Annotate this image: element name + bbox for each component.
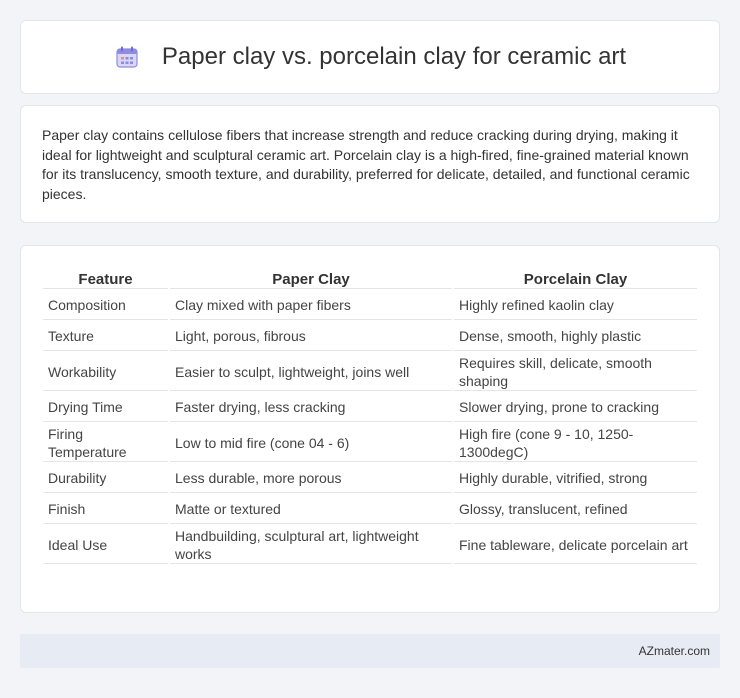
paper-clay-cell: Faster drying, less cracking [170, 393, 452, 422]
porcelain-clay-cell: Dense, smooth, highly plastic [454, 322, 697, 351]
table-row [43, 495, 697, 524]
column-header-porcelain-clay: Porcelain Clay [454, 267, 697, 289]
paper-clay-cell: Low to mid fire (cone 04 - 6) [170, 424, 452, 462]
porcelain-clay-cell: Highly refined kaolin clay [454, 291, 697, 320]
comparison-card [20, 245, 720, 613]
table-row [43, 322, 697, 351]
porcelain-clay-cell: Highly durable, vitrified, strong [454, 464, 697, 493]
table-row [43, 393, 697, 422]
feature-cell: Durability [43, 464, 168, 493]
porcelain-clay-cell: Slower drying, prone to cracking [454, 393, 697, 422]
page-title: Paper clay vs. porcelain clay for ceramic art [161, 43, 627, 70]
table-row [43, 526, 697, 564]
paper-clay-cell: Easier to sculpt, lightweight, joins well [170, 353, 452, 391]
feature-cell: Workability [43, 353, 168, 391]
paper-clay-cell: Less durable, more porous [170, 464, 452, 493]
table-row [43, 353, 697, 391]
calendar-icon [114, 44, 140, 70]
porcelain-clay-cell: High fire (cone 9 - 10, 1250-1300degC) [454, 424, 697, 462]
feature-cell: Firing Temperature [43, 424, 168, 462]
feature-cell: Composition [43, 291, 168, 320]
feature-cell: Finish [43, 495, 168, 524]
porcelain-clay-cell: Requires skill, delicate, smooth shaping [454, 353, 697, 391]
feature-cell: Ideal Use [43, 526, 168, 564]
porcelain-clay-cell: Glossy, translucent, refined [454, 495, 697, 524]
paper-clay-cell: Matte or textured [170, 495, 452, 524]
footer-brand: AZmater.com [638, 644, 710, 658]
table-row [43, 291, 697, 320]
footer-bar [20, 634, 720, 668]
paper-clay-cell: Clay mixed with paper fibers [170, 291, 452, 320]
table-row [43, 464, 697, 493]
intro-card [20, 105, 720, 223]
paper-clay-cell: Light, porous, fibrous [170, 322, 452, 351]
porcelain-clay-cell: Fine tableware, delicate porcelain art [454, 526, 697, 564]
column-header-paper-clay: Paper Clay [170, 267, 452, 289]
table-row [43, 424, 697, 462]
paper-clay-cell: Handbuilding, sculptural art, lightweight works [170, 526, 452, 564]
feature-cell: Drying Time [43, 393, 168, 422]
comparison-table [41, 265, 699, 566]
column-header-feature: Feature [43, 267, 168, 289]
feature-cell: Texture [43, 322, 168, 351]
table-header-row [43, 267, 697, 289]
intro-text: Paper clay contains cellulose fibers that increase strength and reduce cracking during drying, making it ideal for lightweight and sculptural ceramic art. Porcelain clay is a high-fired, fine-grained material known for its translucency, smooth texture, and durability, preferred for delicate, detailed, and functional ceramic pieces. [42, 127, 690, 202]
title-card [20, 20, 720, 94]
